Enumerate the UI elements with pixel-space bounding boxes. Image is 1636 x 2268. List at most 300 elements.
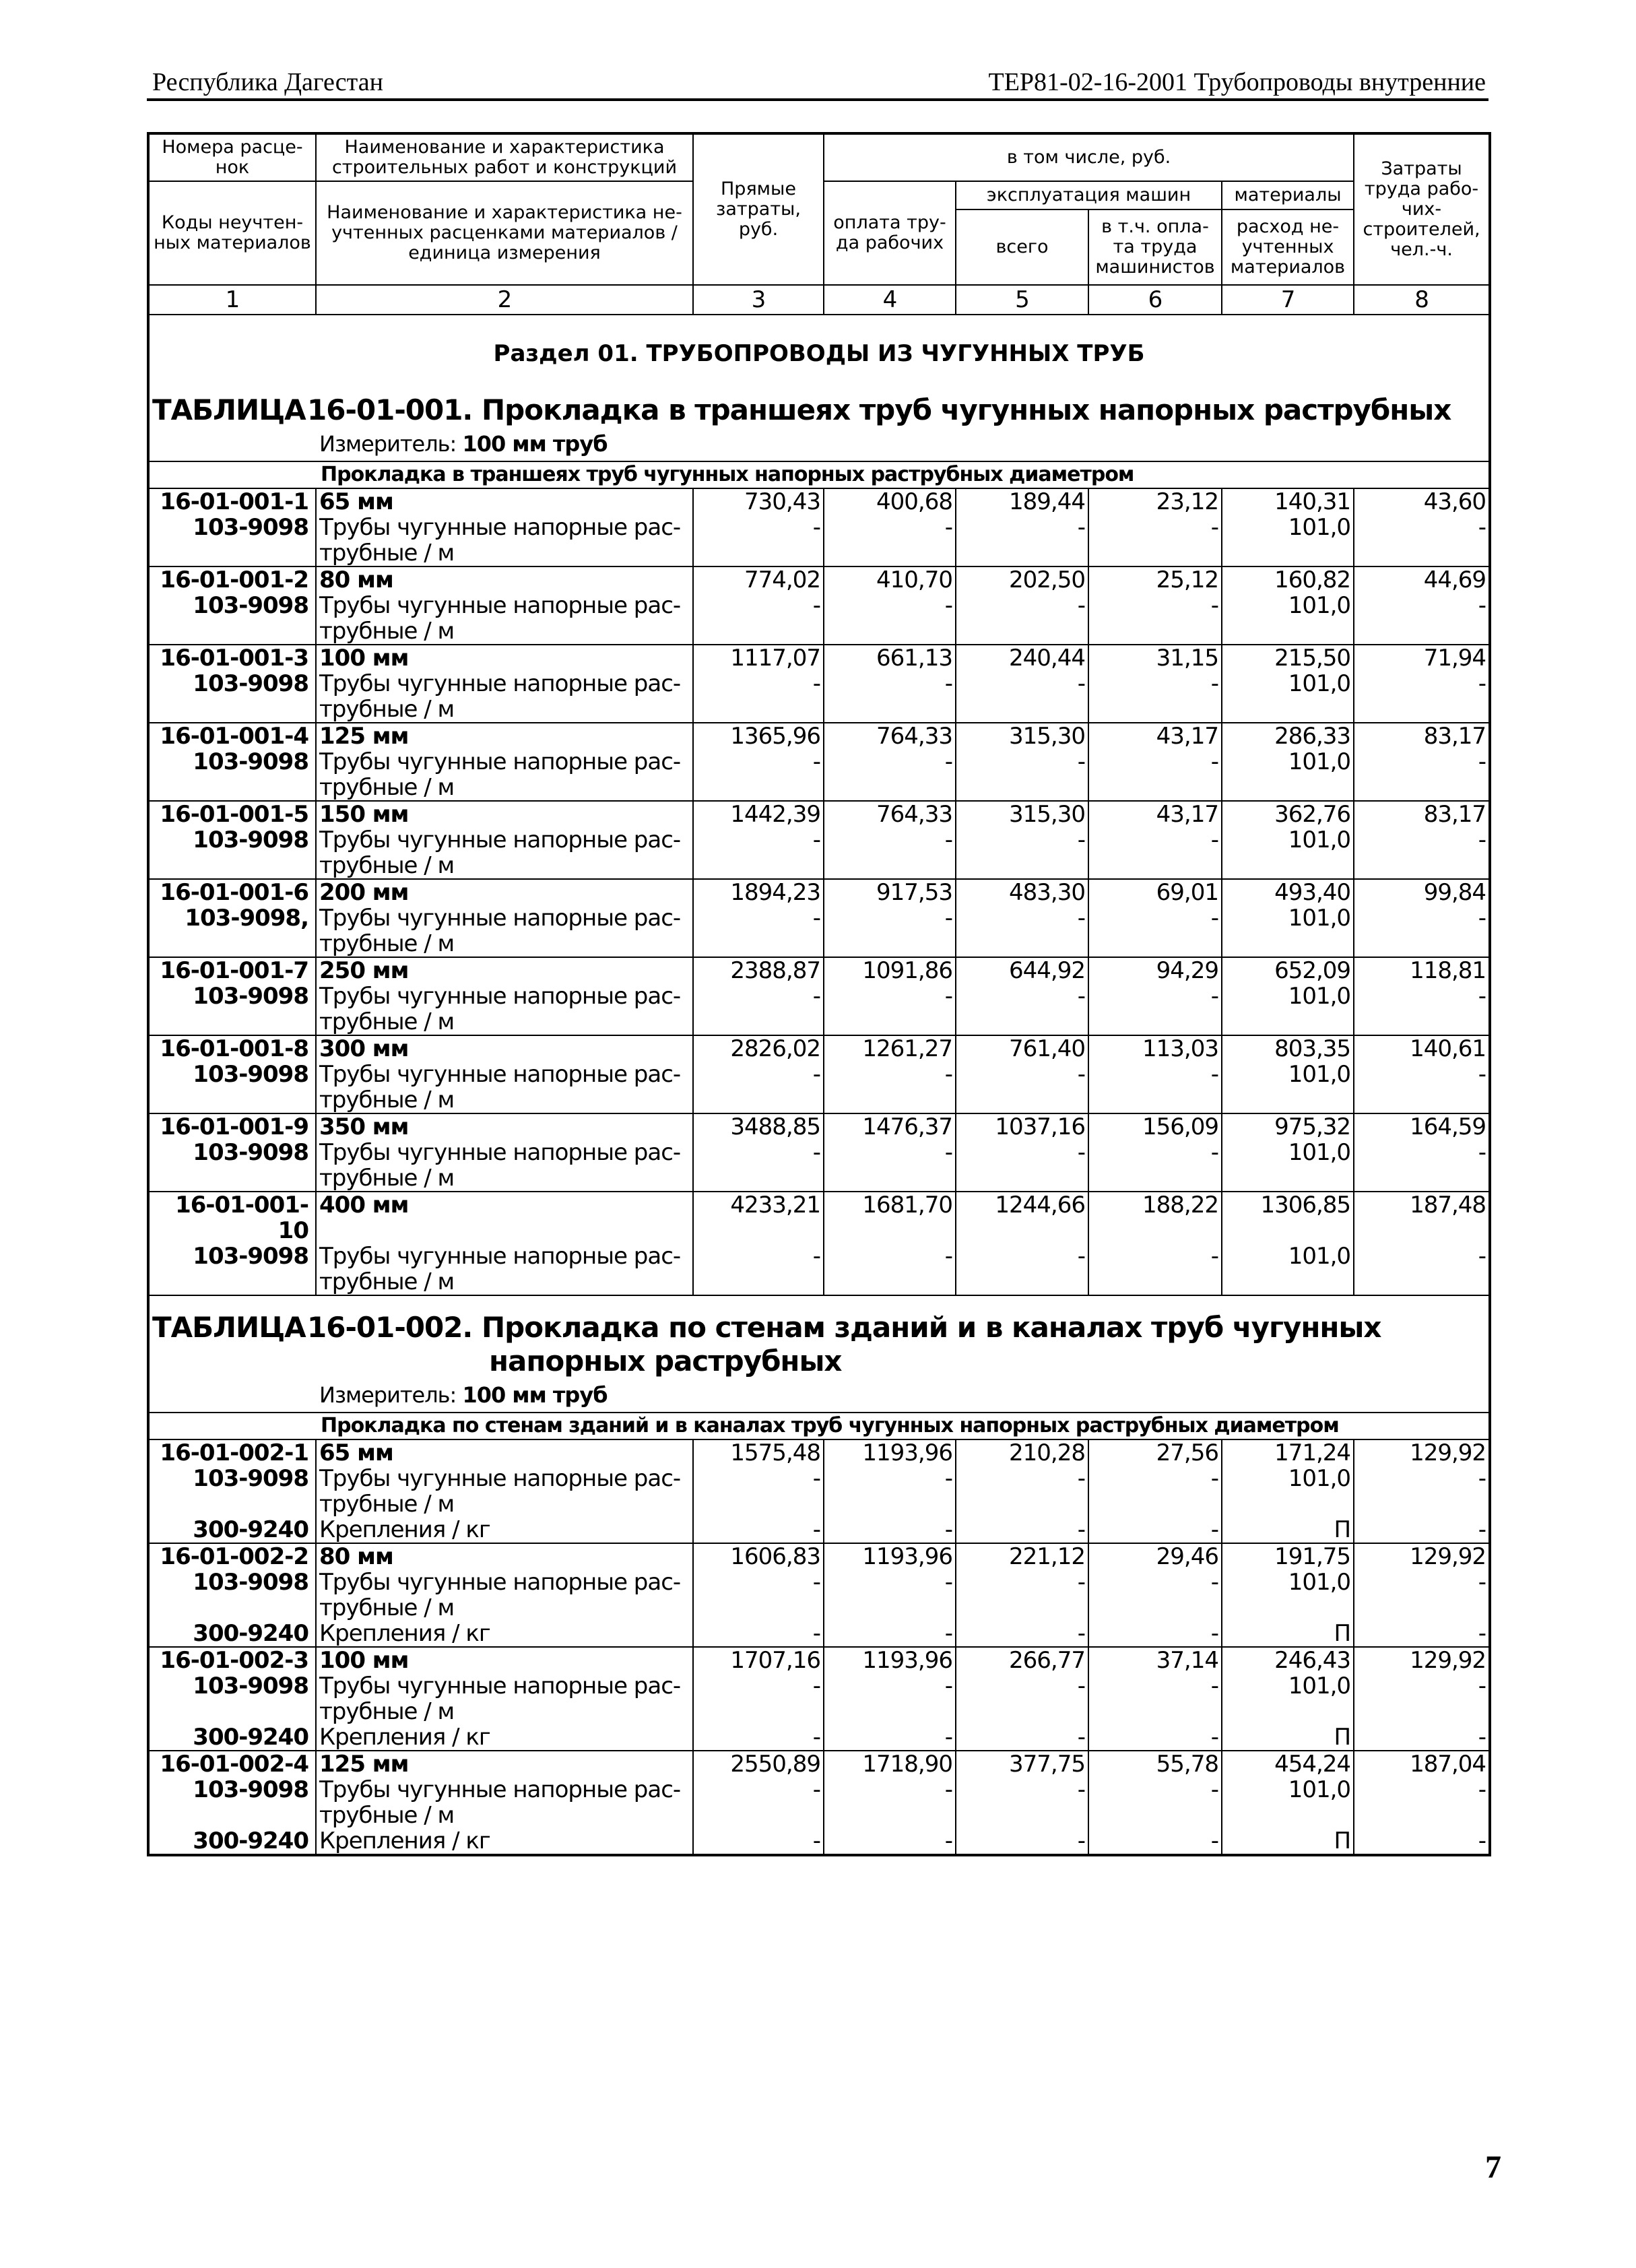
value-cell: - — [956, 1621, 1088, 1647]
value-cell: - — [824, 1777, 956, 1828]
value-cell: - — [693, 1243, 824, 1295]
value-cell: 1442,39 — [693, 801, 824, 827]
value-cell: 187,04 — [1354, 1751, 1490, 1777]
table-title-text-2: напорных раструбных — [489, 1344, 842, 1378]
table-row — [148, 957, 1490, 983]
value-cell: 221,12 — [956, 1543, 1088, 1569]
material-name: Трубы чугунные напорные рас-трубные / м — [316, 1673, 693, 1724]
rate-code: 103-9098 — [148, 1140, 316, 1192]
table-label: ТАБЛИЦА — [152, 393, 306, 426]
value-cell: - — [824, 1724, 956, 1751]
value-cell: 129,92 — [1354, 1543, 1490, 1569]
value-cell: 171,24 — [1222, 1439, 1354, 1466]
table-row — [148, 488, 1490, 515]
pipe-diameter: 80 мм — [316, 566, 693, 593]
value-cell: 730,43 — [693, 488, 824, 515]
rate-code: 16-01-001-10 — [148, 1192, 316, 1243]
value-cell: 27,56 — [1088, 1439, 1222, 1466]
rate-code: 16-01-001-2 — [148, 566, 316, 593]
value-cell: 1117,07 — [693, 645, 824, 671]
value-cell: - — [956, 1673, 1088, 1724]
rate-code: 103-9098 — [148, 1466, 316, 1517]
region-label: Республика Дагестан — [152, 68, 383, 96]
value-cell: - — [956, 1466, 1088, 1517]
table-row — [148, 1621, 1490, 1647]
value-cell: 43,60 — [1354, 488, 1490, 515]
value-cell: 4233,21 — [693, 1192, 824, 1243]
measure-row — [148, 427, 1490, 461]
rate-code: 300-9240 — [148, 1828, 316, 1855]
value-cell: 101,0 — [1222, 1243, 1354, 1295]
value-cell: П — [1222, 1828, 1354, 1855]
rate-code: 16-01-002-4 — [148, 1751, 316, 1777]
value-cell: 43,17 — [1088, 723, 1222, 749]
value-cell: 189,44 — [956, 488, 1088, 515]
value-cell: 101,0 — [1222, 905, 1354, 957]
rate-code: 103-9098 — [148, 983, 316, 1035]
table-row — [148, 801, 1490, 827]
table-row — [148, 1140, 1490, 1192]
table-row — [148, 1673, 1490, 1724]
value-cell: 191,75 — [1222, 1543, 1354, 1569]
col-number-5: 5 — [956, 285, 1088, 315]
rate-code: 103-9098 — [148, 1569, 316, 1621]
col6-header: в т.ч. опла-та труда машинистов — [1088, 209, 1222, 285]
value-cell: 83,17 — [1354, 723, 1490, 749]
value-cell: - — [824, 1466, 956, 1517]
value-cell: - — [956, 1828, 1088, 1855]
pipe-diameter: 250 мм — [316, 957, 693, 983]
value-cell: - — [956, 1569, 1088, 1621]
col-number-1: 1 — [148, 285, 316, 315]
material-name: Крепления / кг — [316, 1828, 693, 1855]
pipe-diameter: 300 мм — [316, 1035, 693, 1062]
value-cell: 140,61 — [1354, 1035, 1490, 1062]
value-cell: - — [1354, 1517, 1490, 1543]
value-cell: 1606,83 — [693, 1543, 824, 1569]
value-cell: 1718,90 — [824, 1751, 956, 1777]
table-row — [148, 671, 1490, 723]
value-cell: - — [824, 515, 956, 566]
material-name: Крепления / кг — [316, 1724, 693, 1751]
value-cell: 246,43 — [1222, 1647, 1354, 1673]
rate-code: 16-01-001-1 — [148, 488, 316, 515]
pipe-diameter: 400 мм — [316, 1192, 693, 1243]
group-heading: Прокладка по стенам зданий и в каналах труб чугунных напорных раструбных диаметром — [148, 1413, 1490, 1439]
value-cell: - — [1354, 827, 1490, 879]
value-cell: П — [1222, 1517, 1354, 1543]
value-cell: - — [1354, 1828, 1490, 1855]
col-number-7: 7 — [1222, 285, 1354, 315]
rate-code: 103-9098 — [148, 1673, 316, 1724]
material-name: Трубы чугунные напорные рас-трубные / м — [316, 515, 693, 566]
table-row — [148, 1439, 1490, 1466]
table-row — [148, 566, 1490, 593]
value-cell: - — [824, 1140, 956, 1192]
header-row-1 — [148, 133, 1490, 181]
value-cell: - — [693, 827, 824, 879]
pipe-diameter: 65 мм — [316, 488, 693, 515]
value-cell: 1306,85 — [1222, 1192, 1354, 1243]
value-cell: - — [1088, 515, 1222, 566]
value-cell: 764,33 — [824, 723, 956, 749]
value-cell: - — [1354, 593, 1490, 645]
value-cell: 917,53 — [824, 879, 956, 905]
rate-code: 103-9098 — [148, 749, 316, 801]
value-cell: - — [693, 1777, 824, 1828]
value-cell: - — [693, 515, 824, 566]
value-cell: - — [956, 515, 1088, 566]
value-cell: 101,0 — [1222, 515, 1354, 566]
value-cell: 286,33 — [1222, 723, 1354, 749]
table-title — [148, 1301, 1490, 1378]
divider-cell — [148, 1295, 1490, 1301]
value-cell: 99,84 — [1354, 879, 1490, 905]
value-cell: - — [1088, 1673, 1222, 1724]
value-cell: - — [1088, 593, 1222, 645]
material-name: Крепления / кг — [316, 1621, 693, 1647]
rate-code: 16-01-001-8 — [148, 1035, 316, 1062]
value-cell: 31,15 — [1088, 645, 1222, 671]
rate-code: 16-01-001-9 — [148, 1113, 316, 1140]
material-name: Трубы чугунные напорные рас-трубные / м — [316, 1140, 693, 1192]
value-cell: 240,44 — [956, 645, 1088, 671]
pipe-diameter: 350 мм — [316, 1113, 693, 1140]
value-cell: - — [824, 1673, 956, 1724]
value-cell: 101,0 — [1222, 671, 1354, 723]
value-cell: - — [693, 1673, 824, 1724]
table-row — [148, 905, 1490, 957]
rate-code: 300-9240 — [148, 1724, 316, 1751]
value-cell: - — [693, 1062, 824, 1113]
value-cell: 2550,89 — [693, 1751, 824, 1777]
value-cell: - — [956, 905, 1088, 957]
value-cell: 101,0 — [1222, 827, 1354, 879]
value-cell: 1707,16 — [693, 1647, 824, 1673]
value-cell: - — [1088, 1243, 1222, 1295]
value-cell: 25,12 — [1088, 566, 1222, 593]
value-cell: 44,69 — [1354, 566, 1490, 593]
table-title-row — [148, 384, 1490, 427]
page-header — [147, 67, 1488, 101]
value-cell: - — [1354, 515, 1490, 566]
document-title: ТЕР81-02-16-2001 Трубопроводы внутренние — [988, 68, 1486, 96]
materials-header: материалы — [1222, 181, 1354, 209]
value-cell: - — [693, 905, 824, 957]
value-cell: - — [1354, 1243, 1490, 1295]
col8-header: Затраты труда рабо-чих-строителей, чел.-ч. — [1354, 133, 1490, 285]
value-cell: 71,94 — [1354, 645, 1490, 671]
material-name: Трубы чугунные напорные рас-трубные / м — [316, 1466, 693, 1517]
value-cell: - — [1354, 1673, 1490, 1724]
pipe-diameter: 200 мм — [316, 879, 693, 905]
col2-bottom-header: Наименование и характеристика не-учтенных расценками материалов / единица измерения — [316, 181, 693, 285]
value-cell: 1476,37 — [824, 1113, 956, 1140]
col1-bottom-header: Коды неучтен-ных материалов — [148, 181, 316, 285]
value-cell: 454,24 — [1222, 1751, 1354, 1777]
value-cell: - — [956, 1140, 1088, 1192]
table-title — [148, 384, 1490, 427]
value-cell: 644,92 — [956, 957, 1088, 983]
rate-code: 16-01-002-3 — [148, 1647, 316, 1673]
value-cell: - — [1354, 905, 1490, 957]
table-row — [148, 1828, 1490, 1855]
section-title: Раздел 01. ТРУБОПРОВОДЫ ИЗ ЧУГУННЫХ ТРУБ — [493, 340, 1145, 367]
table-row — [148, 1466, 1490, 1517]
including-header: в том числе, руб. — [824, 133, 1354, 181]
group-heading-row — [148, 461, 1490, 488]
measure-row — [148, 1378, 1490, 1413]
rate-code: 103-9098, — [148, 905, 316, 957]
section-row — [148, 315, 1490, 384]
value-cell: 160,82 — [1222, 566, 1354, 593]
measure-value: 100 мм труб — [462, 431, 608, 457]
table-row — [148, 593, 1490, 645]
value-cell: - — [1354, 671, 1490, 723]
value-cell: - — [693, 1569, 824, 1621]
value-cell: 483,30 — [956, 879, 1088, 905]
pipe-diameter: 80 мм — [316, 1543, 693, 1569]
value-cell: 410,70 — [824, 566, 956, 593]
value-cell: 188,22 — [1088, 1192, 1222, 1243]
rate-code: 16-01-001-5 — [148, 801, 316, 827]
col-number-8: 8 — [1354, 285, 1490, 315]
value-cell: - — [1088, 1140, 1222, 1192]
rate-code: 16-01-002-1 — [148, 1439, 316, 1466]
value-cell: 1193,96 — [824, 1439, 956, 1466]
table-title-row — [148, 1301, 1490, 1378]
table-row — [148, 1647, 1490, 1673]
table-row — [148, 1543, 1490, 1569]
value-cell: - — [1354, 749, 1490, 801]
value-cell: 661,13 — [824, 645, 956, 671]
measure-value: 100 мм труб — [462, 1382, 608, 1408]
value-cell: 764,33 — [824, 801, 956, 827]
value-cell: - — [693, 1466, 824, 1517]
group-heading-row — [148, 1413, 1490, 1439]
col-number-3: 3 — [693, 285, 824, 315]
value-cell: - — [1088, 1724, 1222, 1751]
material-name: Крепления / кг — [316, 1517, 693, 1543]
value-cell: - — [956, 1777, 1088, 1828]
material-name: Трубы чугунные напорные рас-трубные / м — [316, 1569, 693, 1621]
value-cell: - — [1088, 1569, 1222, 1621]
pipe-diameter: 100 мм — [316, 645, 693, 671]
value-cell: - — [956, 827, 1088, 879]
rate-code: 300-9240 — [148, 1517, 316, 1543]
table-row — [148, 723, 1490, 749]
value-cell: 101,0 — [1222, 1673, 1354, 1724]
value-cell: - — [1088, 983, 1222, 1035]
material-name: Трубы чугунные напорные рас-трубные / м — [316, 749, 693, 801]
value-cell: - — [824, 749, 956, 801]
value-cell: - — [1088, 827, 1222, 879]
value-cell: - — [1354, 1569, 1490, 1621]
table-title-text: 16-01-002. Прокладка по стенам зданий и в каналах труб чугунных — [307, 1311, 1381, 1344]
value-cell: - — [824, 593, 956, 645]
value-cell: - — [956, 1724, 1088, 1751]
value-cell: 377,75 — [956, 1751, 1088, 1777]
value-cell: 1091,86 — [824, 957, 956, 983]
value-cell: - — [956, 1517, 1088, 1543]
measure-label: Измеритель: — [319, 1382, 457, 1408]
material-name: Трубы чугунные напорные рас-трубные / м — [316, 905, 693, 957]
value-cell: П — [1222, 1724, 1354, 1751]
value-cell: 29,46 — [1088, 1543, 1222, 1569]
value-cell: 23,12 — [1088, 488, 1222, 515]
col5-header: всего — [956, 209, 1088, 285]
table-row — [148, 879, 1490, 905]
table-row — [148, 749, 1490, 801]
value-cell: 1193,96 — [824, 1543, 956, 1569]
value-cell: 69,01 — [1088, 879, 1222, 905]
value-cell: 101,0 — [1222, 1569, 1354, 1621]
value-cell: - — [824, 827, 956, 879]
measure-label: Измеритель: — [319, 431, 457, 457]
value-cell: 210,28 — [956, 1439, 1088, 1466]
value-cell: 156,09 — [1088, 1113, 1222, 1140]
value-cell: - — [824, 983, 956, 1035]
table-row — [148, 1243, 1490, 1295]
table-row — [148, 1751, 1490, 1777]
value-cell: - — [824, 671, 956, 723]
value-cell: 761,40 — [956, 1035, 1088, 1062]
value-cell: - — [1088, 905, 1222, 957]
value-cell: - — [824, 1062, 956, 1113]
table-row — [148, 1035, 1490, 1062]
pipe-diameter: 100 мм — [316, 1647, 693, 1673]
value-cell: 1193,96 — [824, 1647, 956, 1673]
value-cell: 118,81 — [1354, 957, 1490, 983]
value-cell: 1575,48 — [693, 1439, 824, 1466]
value-cell: - — [693, 671, 824, 723]
value-cell: - — [824, 1569, 956, 1621]
col-number-2: 2 — [316, 285, 693, 315]
value-cell: - — [824, 1517, 956, 1543]
value-cell: - — [1354, 1621, 1490, 1647]
table-row — [148, 1192, 1490, 1243]
rate-code: 16-01-001-4 — [148, 723, 316, 749]
rate-code: 103-9098 — [148, 1243, 316, 1295]
col2-top-header: Наименование и характеристика строительных работ и конструкций — [316, 133, 693, 181]
value-cell: 140,31 — [1222, 488, 1354, 515]
value-cell: - — [693, 1517, 824, 1543]
value-cell: 400,68 — [824, 488, 956, 515]
value-cell: 1365,96 — [693, 723, 824, 749]
value-cell: 113,03 — [1088, 1035, 1222, 1062]
value-cell: - — [956, 671, 1088, 723]
rate-code: 103-9098 — [148, 593, 316, 645]
material-name: Трубы чугунные напорные рас-трубные / м — [316, 983, 693, 1035]
value-cell: - — [1088, 671, 1222, 723]
rate-code: 16-01-001-6 — [148, 879, 316, 905]
table-row — [148, 827, 1490, 879]
value-cell: - — [1354, 1466, 1490, 1517]
value-cell: 315,30 — [956, 801, 1088, 827]
value-cell: - — [693, 1724, 824, 1751]
value-cell: - — [693, 1828, 824, 1855]
rates-table — [147, 132, 1491, 1856]
value-cell: - — [824, 1828, 956, 1855]
value-cell: - — [1088, 1777, 1222, 1828]
table-row — [148, 515, 1490, 566]
value-cell: - — [1354, 1140, 1490, 1192]
value-cell: П — [1222, 1621, 1354, 1647]
value-cell: 315,30 — [956, 723, 1088, 749]
rate-code: 103-9098 — [148, 671, 316, 723]
value-cell: 1037,16 — [956, 1113, 1088, 1140]
value-cell: 83,17 — [1354, 801, 1490, 827]
rate-code: 103-9098 — [148, 1062, 316, 1113]
value-cell: - — [824, 1243, 956, 1295]
value-cell: 774,02 — [693, 566, 824, 593]
value-cell: 362,76 — [1222, 801, 1354, 827]
rate-code: 16-01-001-7 — [148, 957, 316, 983]
pipe-diameter: 65 мм — [316, 1439, 693, 1466]
group-heading: Прокладка в траншеях труб чугунных напорных раструбных диаметром — [148, 461, 1490, 488]
value-cell: 101,0 — [1222, 593, 1354, 645]
value-cell: 164,59 — [1354, 1113, 1490, 1140]
material-name: Трубы чугунные напорные рас-трубные / м — [316, 1062, 693, 1113]
value-cell: - — [1354, 983, 1490, 1035]
value-cell: 129,92 — [1354, 1439, 1490, 1466]
value-cell: 1894,23 — [693, 879, 824, 905]
table-divider — [148, 1295, 1490, 1301]
table-row — [148, 1724, 1490, 1751]
value-cell: 1244,66 — [956, 1192, 1088, 1243]
value-cell: 202,50 — [956, 566, 1088, 593]
table-row — [148, 1062, 1490, 1113]
value-cell: - — [956, 983, 1088, 1035]
value-cell: - — [1088, 1828, 1222, 1855]
table-label: ТАБЛИЦА — [152, 1311, 306, 1344]
value-cell: - — [1354, 1777, 1490, 1828]
value-cell: - — [693, 1621, 824, 1647]
value-cell: 493,40 — [1222, 879, 1354, 905]
measure-unit — [148, 1378, 1490, 1413]
value-cell: - — [1088, 1062, 1222, 1113]
value-cell: 101,0 — [1222, 1140, 1354, 1192]
pipe-diameter: 125 мм — [316, 1751, 693, 1777]
col-number-6: 6 — [1088, 285, 1222, 315]
value-cell: 101,0 — [1222, 1466, 1354, 1517]
material-name: Трубы чугунные напорные рас-трубные / м — [316, 1777, 693, 1828]
pipe-diameter: 150 мм — [316, 801, 693, 827]
value-cell: 37,14 — [1088, 1647, 1222, 1673]
value-cell: - — [824, 1621, 956, 1647]
value-cell: 1681,70 — [824, 1192, 956, 1243]
value-cell: - — [693, 1140, 824, 1192]
table-body — [148, 133, 1490, 1855]
value-cell: - — [1354, 1062, 1490, 1113]
value-cell: - — [1354, 1724, 1490, 1751]
table-row — [148, 1517, 1490, 1543]
value-cell: 187,48 — [1354, 1192, 1490, 1243]
value-cell: 2388,87 — [693, 957, 824, 983]
value-cell: - — [1088, 749, 1222, 801]
material-name: Трубы чугунные напорные рас-трубные / м — [316, 1243, 693, 1295]
table-row — [148, 1777, 1490, 1828]
table-title-text: 16-01-001. Прокладка в траншеях труб чугунных напорных раструбных — [307, 393, 1451, 426]
table-row — [148, 1113, 1490, 1140]
material-name: Трубы чугунные напорные рас-трубные / м — [316, 827, 693, 879]
material-name: Трубы чугунные напорные рас-трубные / м — [316, 671, 693, 723]
table-row — [148, 983, 1490, 1035]
value-cell: 101,0 — [1222, 983, 1354, 1035]
column-number-row — [148, 285, 1490, 315]
col1-top-header: Номера расце-нок — [148, 133, 316, 181]
value-cell: 1261,27 — [824, 1035, 956, 1062]
